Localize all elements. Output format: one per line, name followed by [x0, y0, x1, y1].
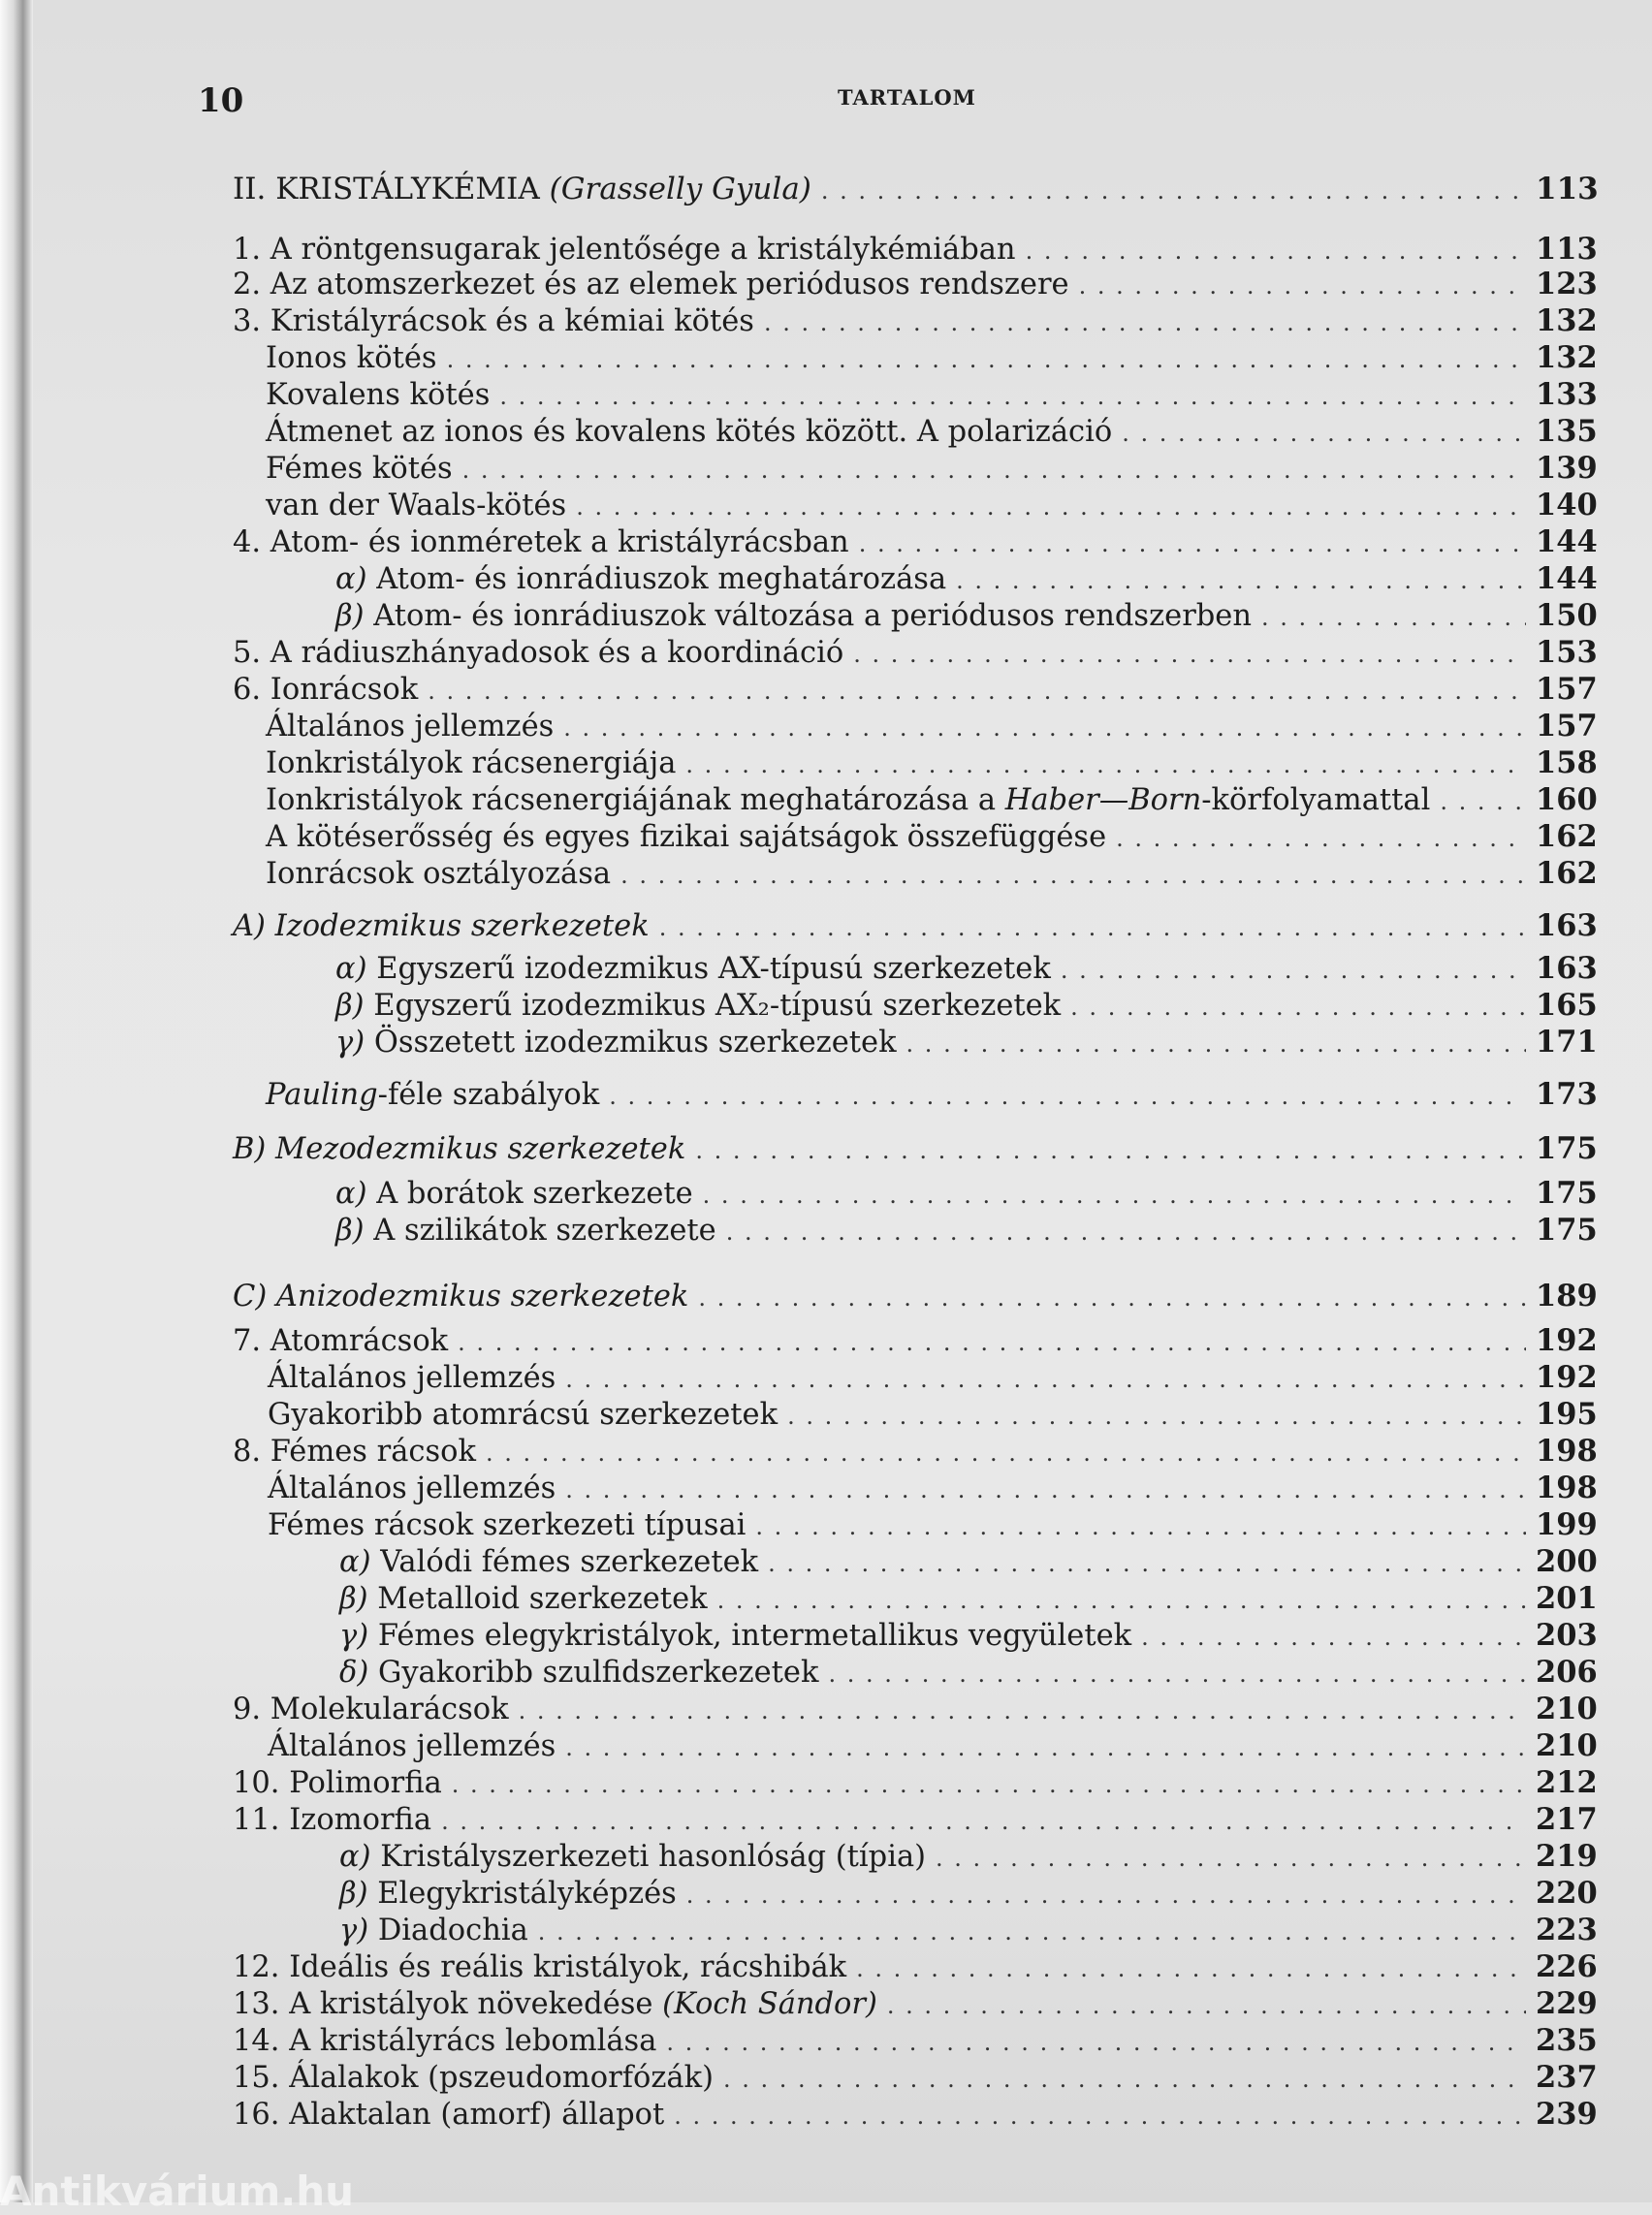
toc-entry-title-text: 10. Polimorfia [233, 1766, 442, 1800]
toc-entry [339, 1654, 1598, 1693]
toc-entry-title-text: van der Waals-kötés [266, 489, 567, 522]
dot-leader [447, 341, 1526, 378]
dot-leader [887, 1987, 1526, 2024]
toc-entry-title-italic: Haber—Born [1004, 783, 1202, 817]
toc-entry-title [335, 1176, 693, 1213]
toc-page-number: 220 [1536, 1876, 1598, 1911]
toc-entry [268, 1727, 1598, 1766]
toc-entry-title-text: Fémes rácsok szerkezeti típusai [268, 1508, 747, 1542]
toc-page-number: 144 [1536, 561, 1598, 596]
dot-leader [519, 1693, 1526, 1729]
toc-entry-title [233, 2023, 656, 2060]
toc-entry [233, 1691, 1598, 1729]
toc-page-number: 217 [1536, 1802, 1598, 1837]
toc-entry-title [266, 1077, 599, 1114]
toc-page-number: 226 [1536, 1949, 1598, 1984]
toc-entry-title [233, 908, 650, 945]
toc-entry [233, 671, 1598, 710]
toc-entry-title [268, 1471, 556, 1507]
dot-leader [755, 1508, 1526, 1545]
dot-leader [1261, 599, 1526, 636]
toc-entry-title-text: 3. Kristályrácsok és a kémiai kötés [233, 304, 754, 338]
toc-page-number: 175 [1536, 1176, 1598, 1211]
toc-page-number: 140 [1536, 488, 1598, 522]
toc-entry-title-italic: γ) [335, 1026, 365, 1060]
toc-page-number: 210 [1536, 1692, 1598, 1726]
toc-entry-title [233, 1802, 431, 1839]
toc-entry-title [233, 2097, 664, 2134]
toc-entry-title-text: Atom- és ionrádiuszok változása a periódusos rendszerben [364, 599, 1252, 633]
toc-entry [266, 781, 1598, 820]
toc-entry-title [233, 1692, 509, 1728]
toc-entry-title [268, 1728, 556, 1765]
toc-page-number: 139 [1536, 451, 1598, 486]
toc-entry [339, 1617, 1598, 1656]
toc-page-number: 239 [1536, 2097, 1598, 2132]
dot-leader [486, 1435, 1526, 1471]
toc-entry [233, 1433, 1598, 1471]
toc-entry-title-italic: γ) [339, 1914, 369, 1947]
toc-page-number: 223 [1536, 1913, 1598, 1947]
toc-page-number: 198 [1536, 1471, 1598, 1505]
toc-entry-title-text: Valódi fémes szerkezetek [370, 1545, 759, 1579]
toc-entry-title [339, 1618, 1131, 1655]
toc-entry-title-italic: α) [339, 1545, 371, 1579]
toc-entry [335, 597, 1598, 636]
dot-leader [565, 1729, 1526, 1766]
dot-leader [859, 525, 1526, 562]
toc-entry-title-text: Diadochia [368, 1914, 528, 1947]
toc-entry [268, 1470, 1598, 1508]
toc-page-number: 175 [1536, 1213, 1598, 1248]
dot-leader [441, 1803, 1526, 1840]
dot-leader [1026, 233, 1526, 269]
toc-entry-title-text: -féle szabályok [377, 1078, 600, 1112]
running-head: TARTALOM [838, 85, 976, 110]
dot-leader [458, 1324, 1526, 1361]
dot-leader [1122, 415, 1526, 452]
toc-page-number: 144 [1536, 524, 1598, 559]
toc-entry-title-italic: β) [335, 599, 365, 633]
toc-entry [266, 450, 1598, 489]
toc-entry-title-italic: β) [339, 1877, 368, 1911]
toc-entry-title-text: 14. A kristályrács lebomlása [233, 2024, 657, 2058]
toc-page-number: 237 [1536, 2060, 1598, 2095]
toc-entry-title-text: -körfolyamattal [1201, 783, 1431, 817]
dot-leader [659, 909, 1526, 946]
toc-entry [266, 855, 1598, 894]
dot-leader [1141, 1619, 1526, 1656]
toc-entry-title-text: Fémes elegykristályok, intermetallikus vegyületek [368, 1619, 1132, 1653]
toc-entry [233, 1985, 1598, 2024]
toc-entry-title-italic: β) [335, 1214, 365, 1248]
toc-entry [339, 1912, 1598, 1950]
page-number: 10 [198, 81, 244, 120]
toc-entry-title [233, 303, 754, 340]
toc-entry-title-italic: γ) [339, 1619, 369, 1653]
watermark-text: Antikvárium.hu [0, 2168, 355, 2215]
toc-entry-title-italic: (Koch Sándor) [662, 1987, 877, 2021]
toc-entry [233, 302, 1598, 341]
toc-entry [335, 950, 1598, 989]
toc-page-number: 158 [1536, 745, 1598, 780]
toc-entry-title [233, 1323, 448, 1360]
toc-entry-title-text: Egyszerű izodezmikus AX₂-típusú szerkezetek [364, 989, 1062, 1023]
toc-entry-title [268, 1360, 556, 1397]
dot-leader [695, 1132, 1526, 1169]
toc-page-number: 175 [1536, 1131, 1598, 1166]
dot-leader [717, 1582, 1526, 1619]
dot-leader [428, 673, 1526, 710]
toc-entry-title-text: Atom- és ionrádiuszok meghatározása [366, 562, 947, 596]
toc-page-number: 162 [1536, 856, 1598, 891]
toc-page-number: 113 [1536, 232, 1598, 267]
toc-entry-title-text: 9. Molekularácsok [233, 1693, 509, 1726]
dot-leader [856, 1950, 1526, 1987]
toc-entry [266, 1076, 1598, 1115]
toc-entry [233, 2059, 1598, 2098]
toc-entry [266, 744, 1598, 783]
toc-entry [266, 818, 1598, 857]
toc-page-number: 206 [1536, 1655, 1598, 1690]
toc-entry-title [266, 340, 437, 377]
toc-entry [233, 634, 1598, 673]
toc-page-number: 165 [1536, 988, 1598, 1023]
toc-entry [339, 1543, 1598, 1582]
toc-entry-title-text: Metalloid szerkezetek [367, 1582, 708, 1616]
toc-entry-title [266, 745, 676, 782]
toc-entry [335, 987, 1598, 1026]
dot-leader [452, 1766, 1526, 1803]
toc-entry-title-text: Egyszerű izodezmikus AX-típusú szerkezetek [366, 952, 1051, 986]
toc-entry-title-text: Kristályszerkezeti hasonlóság (típia) [370, 1840, 927, 1874]
dot-leader [563, 710, 1526, 746]
toc-entry-title [268, 1397, 778, 1434]
dot-leader [538, 1914, 1526, 1950]
toc-page-number: 203 [1536, 1618, 1598, 1653]
toc-entry-title [266, 856, 611, 893]
toc-entry-title [266, 709, 554, 745]
toc-entry [266, 339, 1598, 378]
toc-entry-title [335, 988, 1061, 1025]
toc-entry [233, 1764, 1598, 1803]
dot-leader [1070, 989, 1526, 1026]
toc-entry [268, 1396, 1598, 1435]
toc-entry-title-text: 13. A kristályok növekedése [233, 1987, 663, 2021]
toc-entry-title-text: Átmenet az ionos és kovalens kötés között. A polarizáció [266, 415, 1113, 449]
toc-entry-title [339, 1913, 528, 1949]
toc-entry [339, 1838, 1598, 1877]
toc-entry-title-italic: β) [335, 989, 365, 1023]
dot-leader [666, 2024, 1526, 2061]
dot-leader [726, 1214, 1526, 1250]
toc-entry-title-italic: α) [339, 1840, 371, 1874]
toc-entry-title [233, 1279, 688, 1315]
toc-entry-title [335, 1025, 897, 1061]
toc-entry-title [335, 598, 1252, 635]
toc-entry-title-text: 12. Ideális és reális kristályok, rácshibák [233, 1950, 847, 1984]
dot-leader [1440, 783, 1526, 820]
toc-entry-title-text: A borátok szerkezete [366, 1177, 693, 1211]
toc-entry-title-text: 5. A rádiuszhányadosok és a koordináció [233, 636, 844, 670]
toc-entry-title [335, 1213, 716, 1250]
toc-entry-title [233, 1434, 476, 1471]
toc-entry-title [266, 488, 566, 524]
toc-entry-title-italic: δ) [339, 1656, 369, 1690]
toc-entry-title-text: 2. Az atomszerkezet és az elemek periódusos rendszere [233, 268, 1069, 301]
dot-leader [906, 1026, 1526, 1062]
toc-page-number: 201 [1536, 1581, 1598, 1616]
dot-leader [686, 1877, 1526, 1914]
toc-entry-title-text: II. KRISTÁLYKÉMIA [233, 172, 550, 206]
toc-page-number: 173 [1536, 1077, 1598, 1112]
toc-entry-title-text: Gyakoribb szulfidszerkezetek [368, 1656, 819, 1690]
toc-entry-title-text: Kovalens kötés [266, 378, 491, 412]
toc-entry-title-text: 15. Álalakok (pszeudomorfózák) [233, 2061, 714, 2095]
toc-entry-title [335, 561, 946, 598]
toc-entry-title-text: Ionrácsok osztályozása [266, 857, 612, 891]
toc-entry-title [233, 672, 418, 709]
toc-entry-title-italic: β) [339, 1582, 368, 1616]
toc-entry-title [268, 1507, 746, 1544]
toc-entry-title-italic: B) Mezodezmikus szerkezetek [233, 1132, 686, 1166]
toc-entry-title-text: Gyakoribb atomrácsú szerkezetek [268, 1398, 778, 1432]
dot-leader [1116, 820, 1526, 857]
toc-entry-title-italic: A) Izodezmikus szerkezetek [233, 909, 650, 943]
toc-entry-title-text: Ionkristályok rácsenergiájának meghatározása a [266, 783, 1005, 817]
toc-entry [233, 266, 1598, 304]
toc-entry [233, 1278, 1598, 1316]
toc-page-number: 132 [1536, 340, 1598, 375]
toc-entry-title [335, 951, 1051, 988]
toc-entry [335, 1175, 1598, 1214]
dot-leader [609, 1078, 1526, 1115]
dot-leader [787, 1398, 1526, 1435]
dot-leader [723, 2061, 1526, 2098]
toc-entry [233, 523, 1598, 562]
toc-entry-title [339, 1581, 708, 1618]
dot-leader [462, 452, 1526, 489]
dot-leader [768, 1545, 1526, 1582]
dot-leader [703, 1177, 1526, 1214]
toc-entry-title-text: 6. Ionrácsok [233, 673, 419, 707]
toc-entry-title-text: Ionkristályok rácsenergiája [266, 746, 677, 780]
dot-leader [576, 489, 1526, 525]
toc-entry-title-text: Fémes kötés [266, 452, 453, 486]
toc-entry-title-italic: α) [335, 1177, 367, 1211]
dot-leader [828, 1656, 1526, 1693]
toc-entry [268, 1506, 1598, 1545]
toc-page-number: 199 [1536, 1507, 1598, 1542]
toc-page-number: 163 [1536, 951, 1598, 986]
dot-leader [853, 636, 1526, 673]
toc-entry [233, 1322, 1598, 1361]
toc-entry-title [233, 2060, 714, 2097]
toc-page-number: 229 [1536, 1986, 1598, 2021]
toc-entry [339, 1580, 1598, 1619]
toc-entry-title [233, 1986, 877, 2023]
dot-leader [956, 562, 1526, 599]
dot-leader [674, 2098, 1526, 2135]
toc-entry-title [233, 232, 1016, 269]
toc-page-number: 132 [1536, 303, 1598, 338]
toc-entry-title-text: 7. Atomrácsok [233, 1324, 449, 1358]
toc-entry-title-text: 16. Alaktalan (amorf) állapot [233, 2098, 665, 2132]
toc-entry-title-text: Általános jellemzés [266, 710, 555, 744]
toc-page-number: 210 [1536, 1728, 1598, 1763]
book-spine-shadow [0, 0, 33, 2202]
toc-entry-title [266, 414, 1112, 451]
toc-entry-title [339, 1655, 818, 1692]
toc-entry-title-text: A kötéserősség és egyes fizikai sajátságok összefüggése [266, 820, 1107, 854]
toc-page-number: 157 [1536, 672, 1598, 707]
toc-entry [233, 907, 1598, 946]
toc-entry [339, 1875, 1598, 1914]
dot-leader [764, 304, 1526, 341]
toc-page-number: 153 [1536, 635, 1598, 670]
toc-page-number: 219 [1536, 1839, 1598, 1874]
toc-entry [335, 1212, 1598, 1250]
toc-entry-title [233, 1131, 685, 1168]
toc-page-number: 135 [1536, 414, 1598, 449]
toc-page-number: 212 [1536, 1765, 1598, 1800]
toc-entry-title-text: Általános jellemzés [268, 1729, 556, 1763]
dot-leader [565, 1361, 1526, 1398]
dot-leader [698, 1280, 1526, 1316]
toc-page-number: 192 [1536, 1360, 1598, 1395]
toc-entry-title-text: Összetett izodezmikus szerkezetek [365, 1026, 897, 1060]
toc-entry-title [339, 1876, 677, 1913]
toc-entry-title [266, 451, 453, 488]
toc-entry-title [266, 377, 490, 414]
toc-entry-title-text: Elegykristályképzés [367, 1877, 677, 1911]
toc-entry-title-italic: α) [335, 952, 367, 986]
toc-entry [266, 487, 1598, 525]
toc-entry [233, 171, 1599, 209]
toc-page-number: 200 [1536, 1544, 1598, 1579]
toc-page-number: 162 [1536, 819, 1598, 854]
dot-leader [936, 1840, 1526, 1877]
toc-entry-title [233, 171, 811, 207]
toc-entry [233, 1948, 1598, 1987]
toc-entry [233, 1801, 1598, 1840]
toc-entry-title-text: A szilikátok szerkezete [364, 1214, 716, 1248]
toc-entry-title [266, 819, 1106, 856]
toc-entry-title [339, 1839, 926, 1876]
toc-page-number: 157 [1536, 709, 1598, 744]
toc-page-number: 195 [1536, 1397, 1598, 1432]
toc-entry [268, 1359, 1598, 1398]
toc-page-number: 113 [1536, 172, 1599, 206]
dot-leader [620, 857, 1526, 894]
toc-page-number: 123 [1536, 267, 1598, 301]
toc-entry-title-italic: α) [335, 562, 367, 596]
toc-entry [233, 2096, 1598, 2135]
toc-entry [335, 1024, 1598, 1062]
toc-page-number: 189 [1536, 1279, 1598, 1313]
toc-entry-title-text: 8. Fémes rácsok [233, 1435, 476, 1469]
toc-entry [233, 2022, 1598, 2061]
dot-leader [821, 173, 1526, 209]
toc-entry [266, 413, 1598, 452]
toc-entry-title-text: Általános jellemzés [268, 1471, 556, 1505]
toc-entry-title-italic: (Grasselly Gyula) [549, 172, 811, 206]
toc-entry-title-text: Ionos kötés [266, 341, 437, 375]
dot-leader [1061, 952, 1526, 989]
toc-entry-title [266, 782, 1430, 819]
toc-page-number: 198 [1536, 1434, 1598, 1469]
toc-entry-title-italic: Pauling [266, 1078, 378, 1112]
dot-leader [1079, 268, 1526, 304]
toc-entry-title-text: 11. Izomorfia [233, 1803, 432, 1837]
toc-entry-title-italic: C) Anizodezmikus szerkezetek [233, 1280, 689, 1313]
toc-entry-title [233, 267, 1069, 303]
toc-page-number: 150 [1536, 598, 1598, 633]
toc-page-number: 171 [1536, 1025, 1598, 1060]
toc-page-number: 163 [1536, 908, 1598, 943]
toc-entry-title [233, 635, 843, 672]
toc-entry-title-text: 1. A röntgensugarak jelentősége a kristálykémiában [233, 233, 1016, 267]
toc-page-number: 133 [1536, 377, 1598, 412]
toc-entry [266, 376, 1598, 415]
toc-entry-title [233, 1765, 442, 1802]
toc-page-number: 192 [1536, 1323, 1598, 1358]
toc-entry [335, 560, 1598, 599]
toc-entry-title [339, 1544, 758, 1581]
toc-page-number: 235 [1536, 2023, 1598, 2058]
toc-entry-title-text: Általános jellemzés [268, 1361, 556, 1395]
toc-entry-title [233, 1949, 846, 1986]
dot-leader [685, 746, 1526, 783]
toc-entry-title-text: 4. Atom- és ionméretek a kristályrácsban [233, 525, 849, 559]
toc-entry [266, 708, 1598, 746]
toc-page-number: 160 [1536, 782, 1598, 817]
toc-entry-title [233, 524, 849, 561]
dot-leader [565, 1471, 1526, 1508]
toc-entry [233, 231, 1598, 269]
dot-leader [499, 378, 1526, 415]
toc-entry [233, 1130, 1598, 1169]
